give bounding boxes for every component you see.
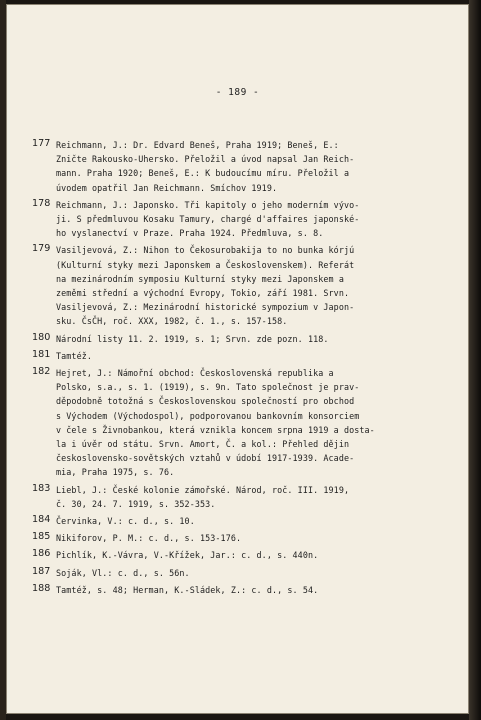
footnotes-list: [32, 138, 452, 600]
footnote-183: [32, 483, 452, 511]
footnote-number: 187: [32, 565, 51, 577]
footnote-number: 177: [32, 138, 51, 149]
footnote-text-line: v čele s Živnobankou, která vznikla koncem srpna 1919 a dosta-: [56, 424, 375, 435]
page-edge-shadow: [469, 0, 481, 720]
footnote-number: 179: [32, 243, 51, 255]
footnote-number: 188: [32, 582, 51, 594]
footnote-text-line: děpodobně totožná s Československou společností pro obchod: [56, 396, 355, 407]
footnote-text-line: Vasiljevová, Z.: Mezinárodní historické sympozium v Japon-: [56, 302, 355, 313]
footnote-186: [32, 548, 452, 562]
footnote-177: [32, 138, 452, 195]
footnote-text-line: Reichmann, J.: Dr. Edvard Beneš, Praha 1919; Beneš, E.:: [56, 140, 339, 150]
footnote-184: [32, 514, 452, 528]
footnote-181: [32, 349, 452, 363]
footnote-text-line: Hejret, J.: Námořní obchod: Československá republika a: [56, 368, 334, 379]
page-number: - 189 -: [215, 87, 260, 98]
footnote-187: [32, 566, 452, 580]
footnote-178: [32, 198, 452, 241]
footnote-text-line: zeměmi střední a východní Evropy, Tokio, září 1981. Srvn.: [56, 288, 350, 299]
footnote-text-line: Národní listy 11. 2. 1919, s. 1; Srvn. zde pozn. 118.: [56, 333, 329, 344]
footnote-text-line: Polsko, s.a., s. 1. (1919), s. 9n. Tato společnost je prav-: [56, 382, 360, 393]
footnote-text-line: úvodem opatřil Jan Reichmann. Smíchov 1919.: [56, 182, 278, 193]
footnote-number: 178: [32, 197, 51, 209]
footnote-text-line: (Kulturní styky mezi Japonskem a Československem). Referát: [56, 259, 355, 270]
footnote-text-line: ho vyslanectví v Praze. Praha 1924. Předmluva, s. 8.: [56, 228, 324, 239]
footnote-185: [32, 531, 452, 545]
footnote-182: [32, 366, 452, 480]
footnote-text-line: s Východem (Východospol), podporovanou bankovním konsorciem: [56, 410, 360, 421]
footnote-text-line: Tamtéž.: [56, 350, 92, 361]
footnote-text-line: Soják, Vl.: c. d., s. 56n.: [56, 567, 190, 578]
footnote-text-line: la i úvěr od státu. Srvn. Amort, Č. a kol.: Přehled dějin: [56, 439, 350, 450]
footnote-text-line: Nikiforov, P. M.: c. d., s. 153-176.: [56, 533, 242, 544]
footnote-text-line: Červinka, V.: c. d., s. 10.: [56, 516, 195, 527]
footnote-text-line: na mezinárodním symposiu Kulturní styky mezi Japonskem a: [56, 273, 344, 284]
footnote-text-line: Tamtéž, s. 48; Herman, K.-Sládek, Z.: c. d., s. 54.: [56, 584, 319, 595]
footnote-number: 186: [32, 548, 51, 560]
footnote-text-line: Zničte Rakousko-Uhersko. Přeložil a úvod napsal Jan Reich-: [56, 154, 355, 165]
footnote-number: 180: [32, 331, 51, 343]
footnote-180: [32, 332, 452, 346]
footnote-number: 185: [32, 531, 51, 543]
footnote-number: 184: [32, 514, 51, 526]
footnote-text-line: sku. ČsČH, roč. XXX, 1982, č. 1., s. 157-158.: [56, 316, 288, 327]
footnote-text-line: ji. S předmluvou Kosaku Tamury, chargé d'affaires japonské-: [56, 214, 360, 225]
footnote-text-line: mann. Praha 1920; Beneš, E.: K budoucímu míru. Přeložil a: [56, 168, 350, 179]
footnote-text-line: mia, Praha 1975, s. 76.: [56, 467, 175, 478]
footnote-text-line: Pichlík, K.-Vávra, V.-Křížek, Jar.: c. d., s. 440n.: [56, 550, 319, 561]
footnote-number: 182: [32, 366, 51, 378]
footnote-text-line: Reichmann, J.: Japonsko. Tři kapitoly o jeho moderním vývo-: [56, 199, 360, 210]
footnote-number: 181: [32, 348, 51, 360]
footnote-text-line: československo-sovětských vztahů v údobí 1917-1939. Acade-: [56, 453, 355, 464]
footnote-179: [32, 243, 452, 328]
footnote-text-line: č. 30, 24. 7. 1919, s. 352-353.: [56, 498, 216, 509]
footnote-number: 183: [32, 482, 51, 494]
footnote-188: [32, 583, 452, 597]
footnote-text-line: Liebl, J.: České kolonie zámořské. Národ, roč. III. 1919,: [56, 484, 350, 495]
footnote-text-line: Vasiljevová, Z.: Nihon to Čekosurobakija to no bunka kórjú: [56, 245, 355, 256]
book-page: [6, 4, 469, 714]
